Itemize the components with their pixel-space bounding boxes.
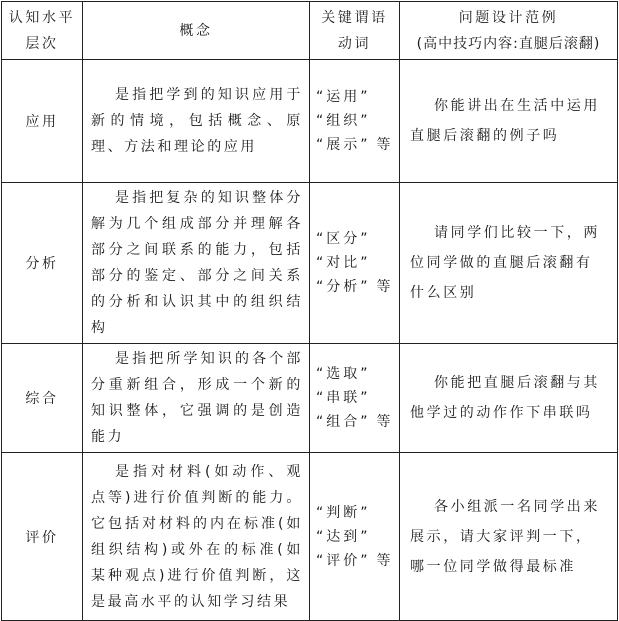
keyword: “展示” (316, 137, 371, 153)
cognitive-levels-table (1, 1, 618, 621)
keyword: “组合” (316, 414, 371, 430)
keyword: “组织” (316, 113, 371, 129)
keyword: “区分” (316, 231, 371, 247)
keyword: “运用” (316, 89, 371, 105)
row-level: 分析 (2, 183, 83, 344)
header-keywords (310, 2, 400, 60)
keyword-suffix: 等 (376, 137, 394, 153)
table-row (2, 344, 618, 453)
example-text: 请同学们比较一下，两位同学做的直腿后滚翻有什么区别 (410, 225, 600, 301)
row-level: 应用 (2, 60, 83, 183)
example-text: 你能讲出在生活中运用直腿后滚翻的例子吗 (410, 98, 600, 144)
row-keywords (310, 60, 400, 183)
header-concept: 概念 (83, 2, 310, 60)
header-level-line2: 层次 (25, 35, 59, 52)
row-concept (83, 344, 310, 453)
example-text: 你能把直腿后滚翻与其他学过的动作作下串联吗 (410, 375, 600, 421)
concept-text: 是指对材料(如动作、观点等)进行价值判断的能力。它包括对材料的内在标准(如组织结构)或外在的标准(如某种观点)进行价值判断，这是最高水平的认知学习结果 (91, 463, 303, 610)
table-row (2, 60, 618, 183)
row-level: 综合 (2, 344, 83, 453)
header-level (2, 2, 83, 60)
concept-text: 是指把复杂的知识整体分解为几个组成部分并理解各部分之间联系的能力，包括部分的鉴定、部分之间关系的分析和认识其中的组织结构 (91, 190, 303, 336)
row-example (400, 60, 618, 183)
keyword-suffix: 等 (376, 414, 394, 430)
row-concept (83, 453, 310, 621)
table-row (2, 453, 618, 621)
row-concept (83, 60, 310, 183)
row-example (400, 344, 618, 453)
keyword: “串联” (316, 390, 371, 406)
keyword-suffix: 等 (376, 552, 394, 569)
header-keywords-line1: 关键谓语 (321, 9, 388, 26)
example-text: 各小组派一名同学出来展示，请大家评判一下，哪一位同学做得最标准 (410, 498, 600, 575)
keyword-suffix: 等 (376, 279, 394, 295)
table-row (2, 183, 618, 344)
header-example-line2: (高中技巧内容:直腿后滚翻) (416, 35, 601, 52)
header-level-line1: 认知水平 (8, 9, 76, 26)
header-example-line1: 问题设计范例 (458, 9, 559, 26)
concept-text: 是指把所学知识的各个部分重新组合，形成一个新的知识整体，它强调的是创造能力 (91, 351, 303, 445)
keyword: “达到” (316, 528, 371, 545)
keyword: “判断” (316, 504, 371, 521)
keyword: “选取” (316, 366, 371, 382)
row-keywords (310, 344, 400, 453)
keyword: “评价” (316, 552, 371, 569)
row-example (400, 183, 618, 344)
row-level: 评价 (2, 453, 83, 621)
row-concept (83, 183, 310, 344)
row-example (400, 453, 618, 621)
concept-text: 是指把学到的知识应用于新的情境，包括概念、原理、方法和理论的应用 (91, 87, 303, 155)
row-keywords (310, 453, 400, 621)
keyword: “对比” (316, 255, 371, 271)
header-example (400, 2, 618, 60)
header-keywords-line2: 动词 (337, 35, 372, 52)
header-row (2, 2, 618, 60)
keyword: “分析” (316, 279, 371, 295)
row-keywords (310, 183, 400, 344)
